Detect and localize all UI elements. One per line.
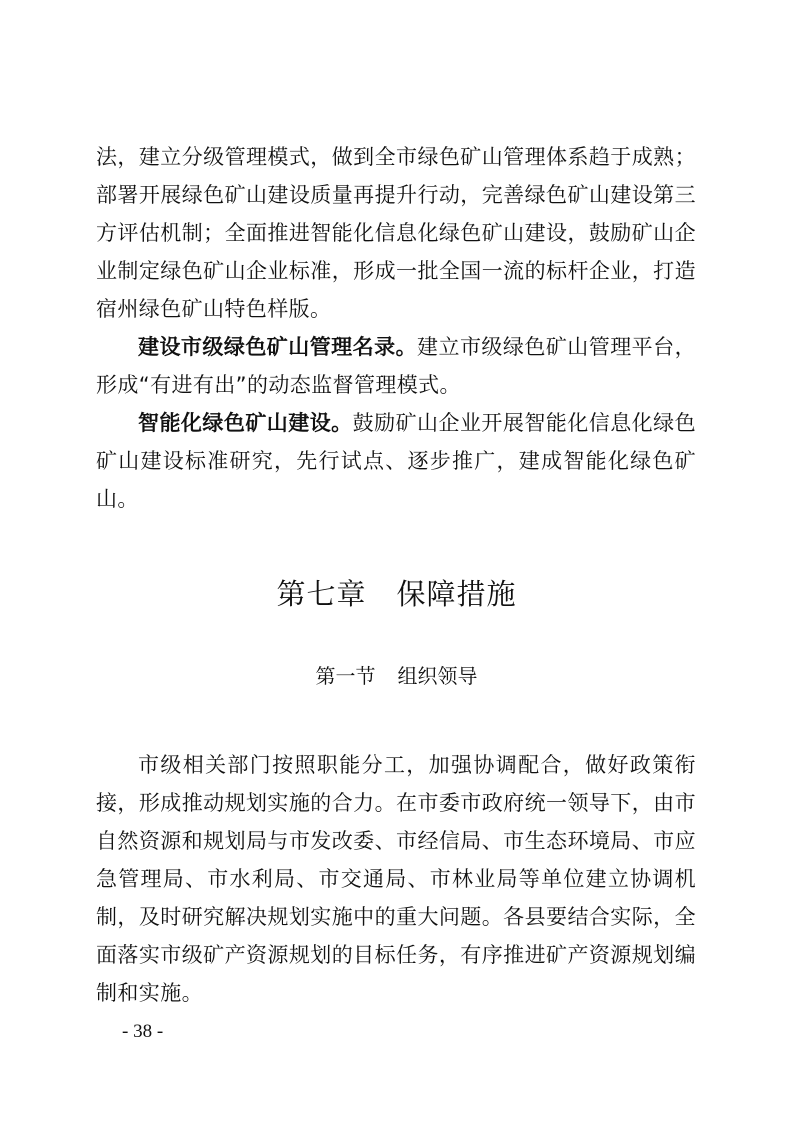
paragraph-text: 市级相关部门按照职能分工，加强协调配合，做好政策衔接，形成推动规划实施的合力。在市委市政府统一领导下，由市自然资源和规划局与市发改委、市经信局、市生态环境局、市应急管理局、市水利局、市交通局、市林业局等单位建立协调机制，及时研究解决规划实施中的重大问题。各县要结合实际，全面落实市级矿产资源规划的目标任务，有序推进矿产资源规划编制和实施。: [96, 753, 696, 1005]
paragraph-bold-lead: 建设市级绿色矿山管理名录。: [138, 335, 418, 359]
paragraph-text: 法，建立分级管理模式，做到全市绿色矿山管理体系趋于成熟；部署开展绿色矿山建设质量再提升行动，完善绿色矿山建设第三方评估机制；全面推进智能化信息化绿色矿山建设，鼓励矿山企业制定绿色矿山企业标准，形成一批全国一流的标杆企业，打造宿州绿色矿山特色样版。: [96, 145, 696, 321]
chapter-number: 第七章: [276, 577, 367, 611]
paragraph-text: 鼓励矿山企业开展智能化信息化绿色矿山建设标准研究，先行试点、逐步推广，建成智能化绿色矿山。: [96, 411, 696, 511]
paragraph-bold-lead: 智能化绿色矿山建设。: [138, 411, 353, 435]
page-number: - 38 -: [122, 1021, 164, 1042]
paragraph-smart-green-mine: [96, 404, 696, 518]
section-heading: [0, 661, 793, 691]
chapter-title: 保障措施: [396, 577, 517, 611]
paragraph-green-mine-registry: [96, 328, 696, 404]
body-text-bottom: [96, 746, 696, 1012]
paragraph-continued: [96, 138, 696, 328]
section-title: 组织领导: [397, 664, 478, 688]
body-text-top: [96, 138, 696, 518]
paragraph-organization-leadership: [96, 746, 696, 1012]
chapter-heading: [0, 574, 793, 614]
paragraph-text: 建立市级绿色矿山管理平台，形成“有进有出”的动态监督管理模式。: [96, 335, 696, 397]
section-number: 第一节: [315, 664, 376, 688]
